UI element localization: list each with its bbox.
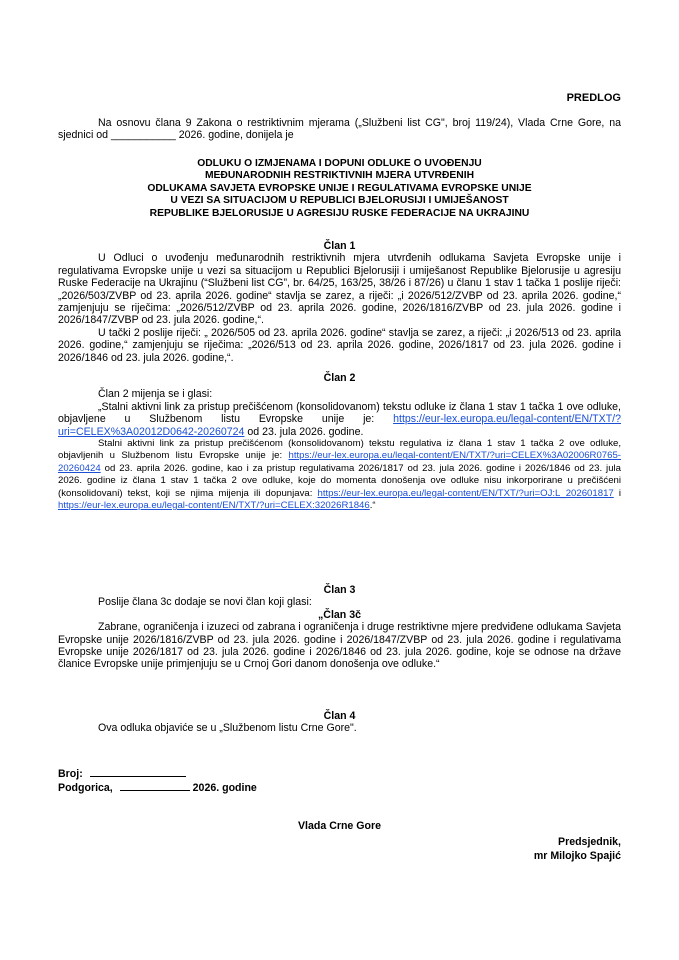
year-text: 2026. godine [192, 782, 257, 794]
title-line: MEĐUNARODNIH RESTRIKTIVNIH MJERA UTVRĐENIH [204, 170, 475, 182]
article-2-p1-end: od 23. jula 2026. godine. [244, 425, 364, 438]
article-2-p2-text: Stalni aktivni link za pristup prečišćenom (konsolidovanom) tekstu regulativa iz člana 1 stav 1 tačka 2 ove odluke, objavljenih u Službenom listu Evropske unije je: [58, 438, 621, 462]
article-3-paragraph: Zabrane, ograničenja i izuzeci od zabrana i ograničenja i druge restriktivne mjere predviđene odlukama Savjeta Evropske unije 2026/1816/ZVBP od 23. jula 2026. godine i 2026/1847/ZVBP od 23. jula 2026. godine i regulativama Evropske unije 2026/1817 od 23. jula 2026. godine i 2026/1846 od 23. jula 2026. godine, koje se odnose na države članice Evropske unije primjenjuju se u Crnoj Gori danom donošenja ove odluke.“ [58, 621, 621, 671]
predlog-label: PREDLOG [566, 92, 621, 104]
article-4-paragraph: Ova odluka objaviće se u „Službenom listu Crne Gore". [98, 722, 357, 735]
title-line: ODLUKAMA SAVJETA EVROPSKE UNIJE I REGULATIVAMA EVROPSKE UNIJE [147, 182, 532, 194]
article-1-paragraph-1: U Odluci o uvođenju međunarodnih restriktivnih mjera utvrđenih odlukama Savjeta Evropske unije i regulativama Evropske unije u vezi sa situacijom u Republici Bjelorusiji i umiješanost Republike Bjelorusije u agresiju Ruske Federacije na Ukrajinu (“Službeni list CG”, br. 64/25, 163/25, 38/26 i 87/26) u članu 1 stav 1 tačka 1 poslije riječi: „2026/503/ZVBP od 23. aprila 2026. godine“ stavlja se zarez, a riječi: „i 2026/512/ZVBP od 23. aprila 2026. godine,“ zamjenjuju se riječima: „2026/512/ZVBP od 23. aprila 2026. godine, 2026/1816/ZVBP od 23. jula 2026. godine i 2026/1847/ZVBP od 23. jula 2026. godine,“. [58, 252, 621, 327]
title-line: REPUBLIKE BJELORUSIJE U AGRESIJU RUSKE FEDERACIJE NA UKRAJINU [149, 207, 530, 219]
title-line: U VEZI SA SITUACIJOM U REPUBLICI BJELORUSIJI I UMIJEŠANOST [170, 195, 509, 207]
article-2-intro: Član 2 mijenja se i glasi: [98, 388, 213, 401]
article-1 [58, 240, 621, 364]
article-2-p2-end: .“ [369, 500, 376, 512]
article-2-p1-text: „Stalni aktivni link za pristup prečišćenom (konsolidovanom) tekstu odluke iz člana 1 stav 1 tačka 1 ove odluke, objavljene u Službenom listu Evropske unije je: [58, 400, 621, 426]
broj-blank [90, 766, 186, 777]
article-2 [58, 372, 621, 512]
article-3-intro: Poslije člana 3c dodaje se novi član koji glasi: [98, 596, 312, 609]
title-line: ODLUKU O IZMJENAMA I DOPUNI ODLUKE O UVOĐENJU [197, 158, 482, 169]
article-3c-title: „Član 3č [318, 608, 361, 621]
place-label: Podgorica, [58, 782, 113, 794]
date-blank [120, 780, 190, 791]
president-name: mr Milojko Spajić [533, 850, 621, 862]
article-3 [58, 584, 621, 671]
article-4 [58, 710, 621, 735]
broj-label: Broj: [58, 768, 83, 780]
place-date-line [58, 780, 257, 794]
article-2-p2-mid: od 23. aprila 2026. godine, kao i za pristup regulativama 2026/1817 od 23. jula 2026. godine i 2026/1846 od 23. jula 2026. godine iz člana 1 stav 1 tačka 2 ove odluke, koje do momenta donošenja ove odluke nisu inkorporirane u prečišćeni (konsolidovani) tekst, koji se njima mijenja ili dopunjava: [58, 462, 621, 499]
president-title: Predsjednik, [558, 836, 621, 848]
intro-paragraph: Na osnovu člana 9 Zakona o restriktivnim mjerama („Službeni list CG", broj 119/24), Vlada Crne Gore, na sjednici od ___________ 2026. godine, donijela je [58, 117, 621, 142]
eur-lex-link-oj[interactable]: https://eur-lex.europa.eu/legal-content/EN/TXT/?uri=OJ:L_202601817 [317, 487, 614, 499]
article-1-title: Član 1 [323, 240, 356, 252]
government-name: Vlada Crne Gore [297, 820, 381, 832]
article-4-title: Član 4 [323, 710, 356, 722]
eur-lex-link-regulation[interactable]: https://eur-lex.europa.eu/legal-content/EN/TXT/?uri=CELEX%3A02006R0765-20260424 [58, 450, 621, 474]
eur-lex-link-celex[interactable]: https://eur-lex.europa.eu/legal-content/EN/TXT/?uri=CELEX:32026R1846 [58, 500, 370, 512]
article-2-paragraph-1 [58, 401, 621, 438]
broj-line [58, 766, 186, 780]
eur-lex-link-decision[interactable]: https://eur-lex.europa.eu/legal-content/EN/TXT/?uri=CELEX%3A02012D0642-20260724 [58, 413, 621, 438]
article-2-paragraph-2 [58, 438, 621, 512]
article-1-paragraph-2: U tački 2 poslije riječi: „ 2026/505 od 23. aprila 2026. godine“ stavlja se zarez, a riječi: „i 2026/513 od 23. aprila 2026. godine,“ zamjenjuju se riječima: „2026/513 od 23. aprila 2026. godine, 2026/1817 od 23. jula 2026. godine i 2026/1846 od 23. jula 2026. godine,“. [58, 326, 621, 364]
article-3-title: Član 3 [323, 584, 356, 596]
article-2-title: Član 2 [323, 372, 356, 384]
decision-title [58, 158, 621, 220]
article-2-p2-and: i [613, 487, 621, 499]
